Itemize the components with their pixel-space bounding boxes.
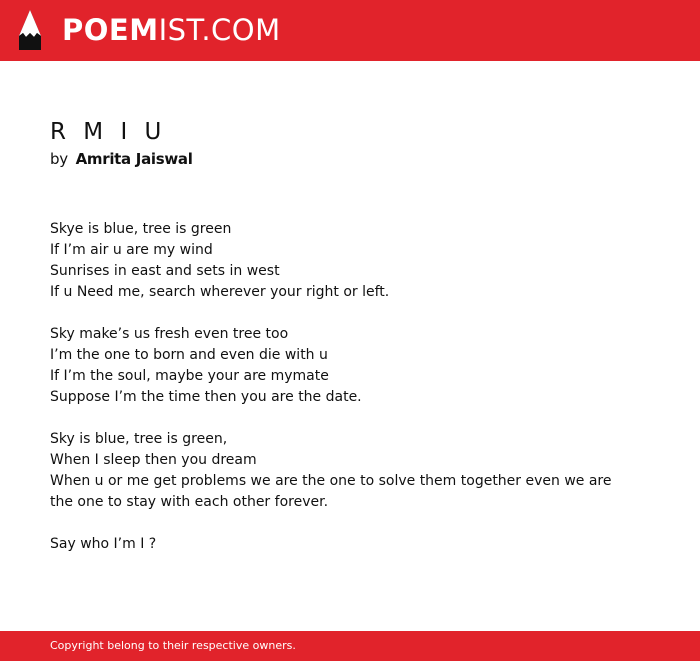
pencil-tip-icon[interactable] (18, 9, 42, 51)
poem-line: I’m the one to born and even die with u (50, 347, 328, 363)
site-header (0, 0, 700, 61)
logo-bold-text: POEM (62, 13, 159, 47)
site-footer (0, 631, 700, 661)
copyright-text: Copyright belong to their respective owners. (50, 639, 296, 652)
poem-body (50, 219, 650, 576)
poem-line: If I’m the soul, maybe your are mymate (50, 368, 329, 384)
by-label: by (50, 150, 68, 168)
byline (50, 149, 193, 169)
poem-line: If u Need me, search wherever your right or left. (50, 284, 390, 300)
author-name: Amrita Jaiswal (75, 150, 193, 168)
poem-line: When u or me get problems we are the one to solve them together even we are (50, 473, 612, 489)
poem-line: Suppose I’m the time then you are the date. (50, 389, 362, 405)
poem-line: When I sleep then you dream (50, 452, 257, 468)
poem-line: If I’m air u are my wind (50, 242, 213, 258)
poem-line: Sky is blue, tree is green, (50, 431, 228, 447)
stanza (50, 429, 650, 513)
site-logo[interactable] (62, 12, 281, 48)
poem-title: R M I U (50, 119, 167, 145)
logo-light-text: IST.COM (158, 13, 281, 47)
stanza (50, 324, 650, 408)
poem-line: the one to stay with each other forever. (50, 494, 329, 510)
poem-line: Say who I’m I ? (50, 536, 157, 552)
poem-line: Skye is blue, tree is green (50, 221, 232, 237)
stanza (50, 534, 650, 555)
poem-line: Sky make’s us fresh even tree too (50, 326, 289, 342)
stanza (50, 219, 650, 303)
poem-line: Sunrises in east and sets in west (50, 263, 280, 279)
